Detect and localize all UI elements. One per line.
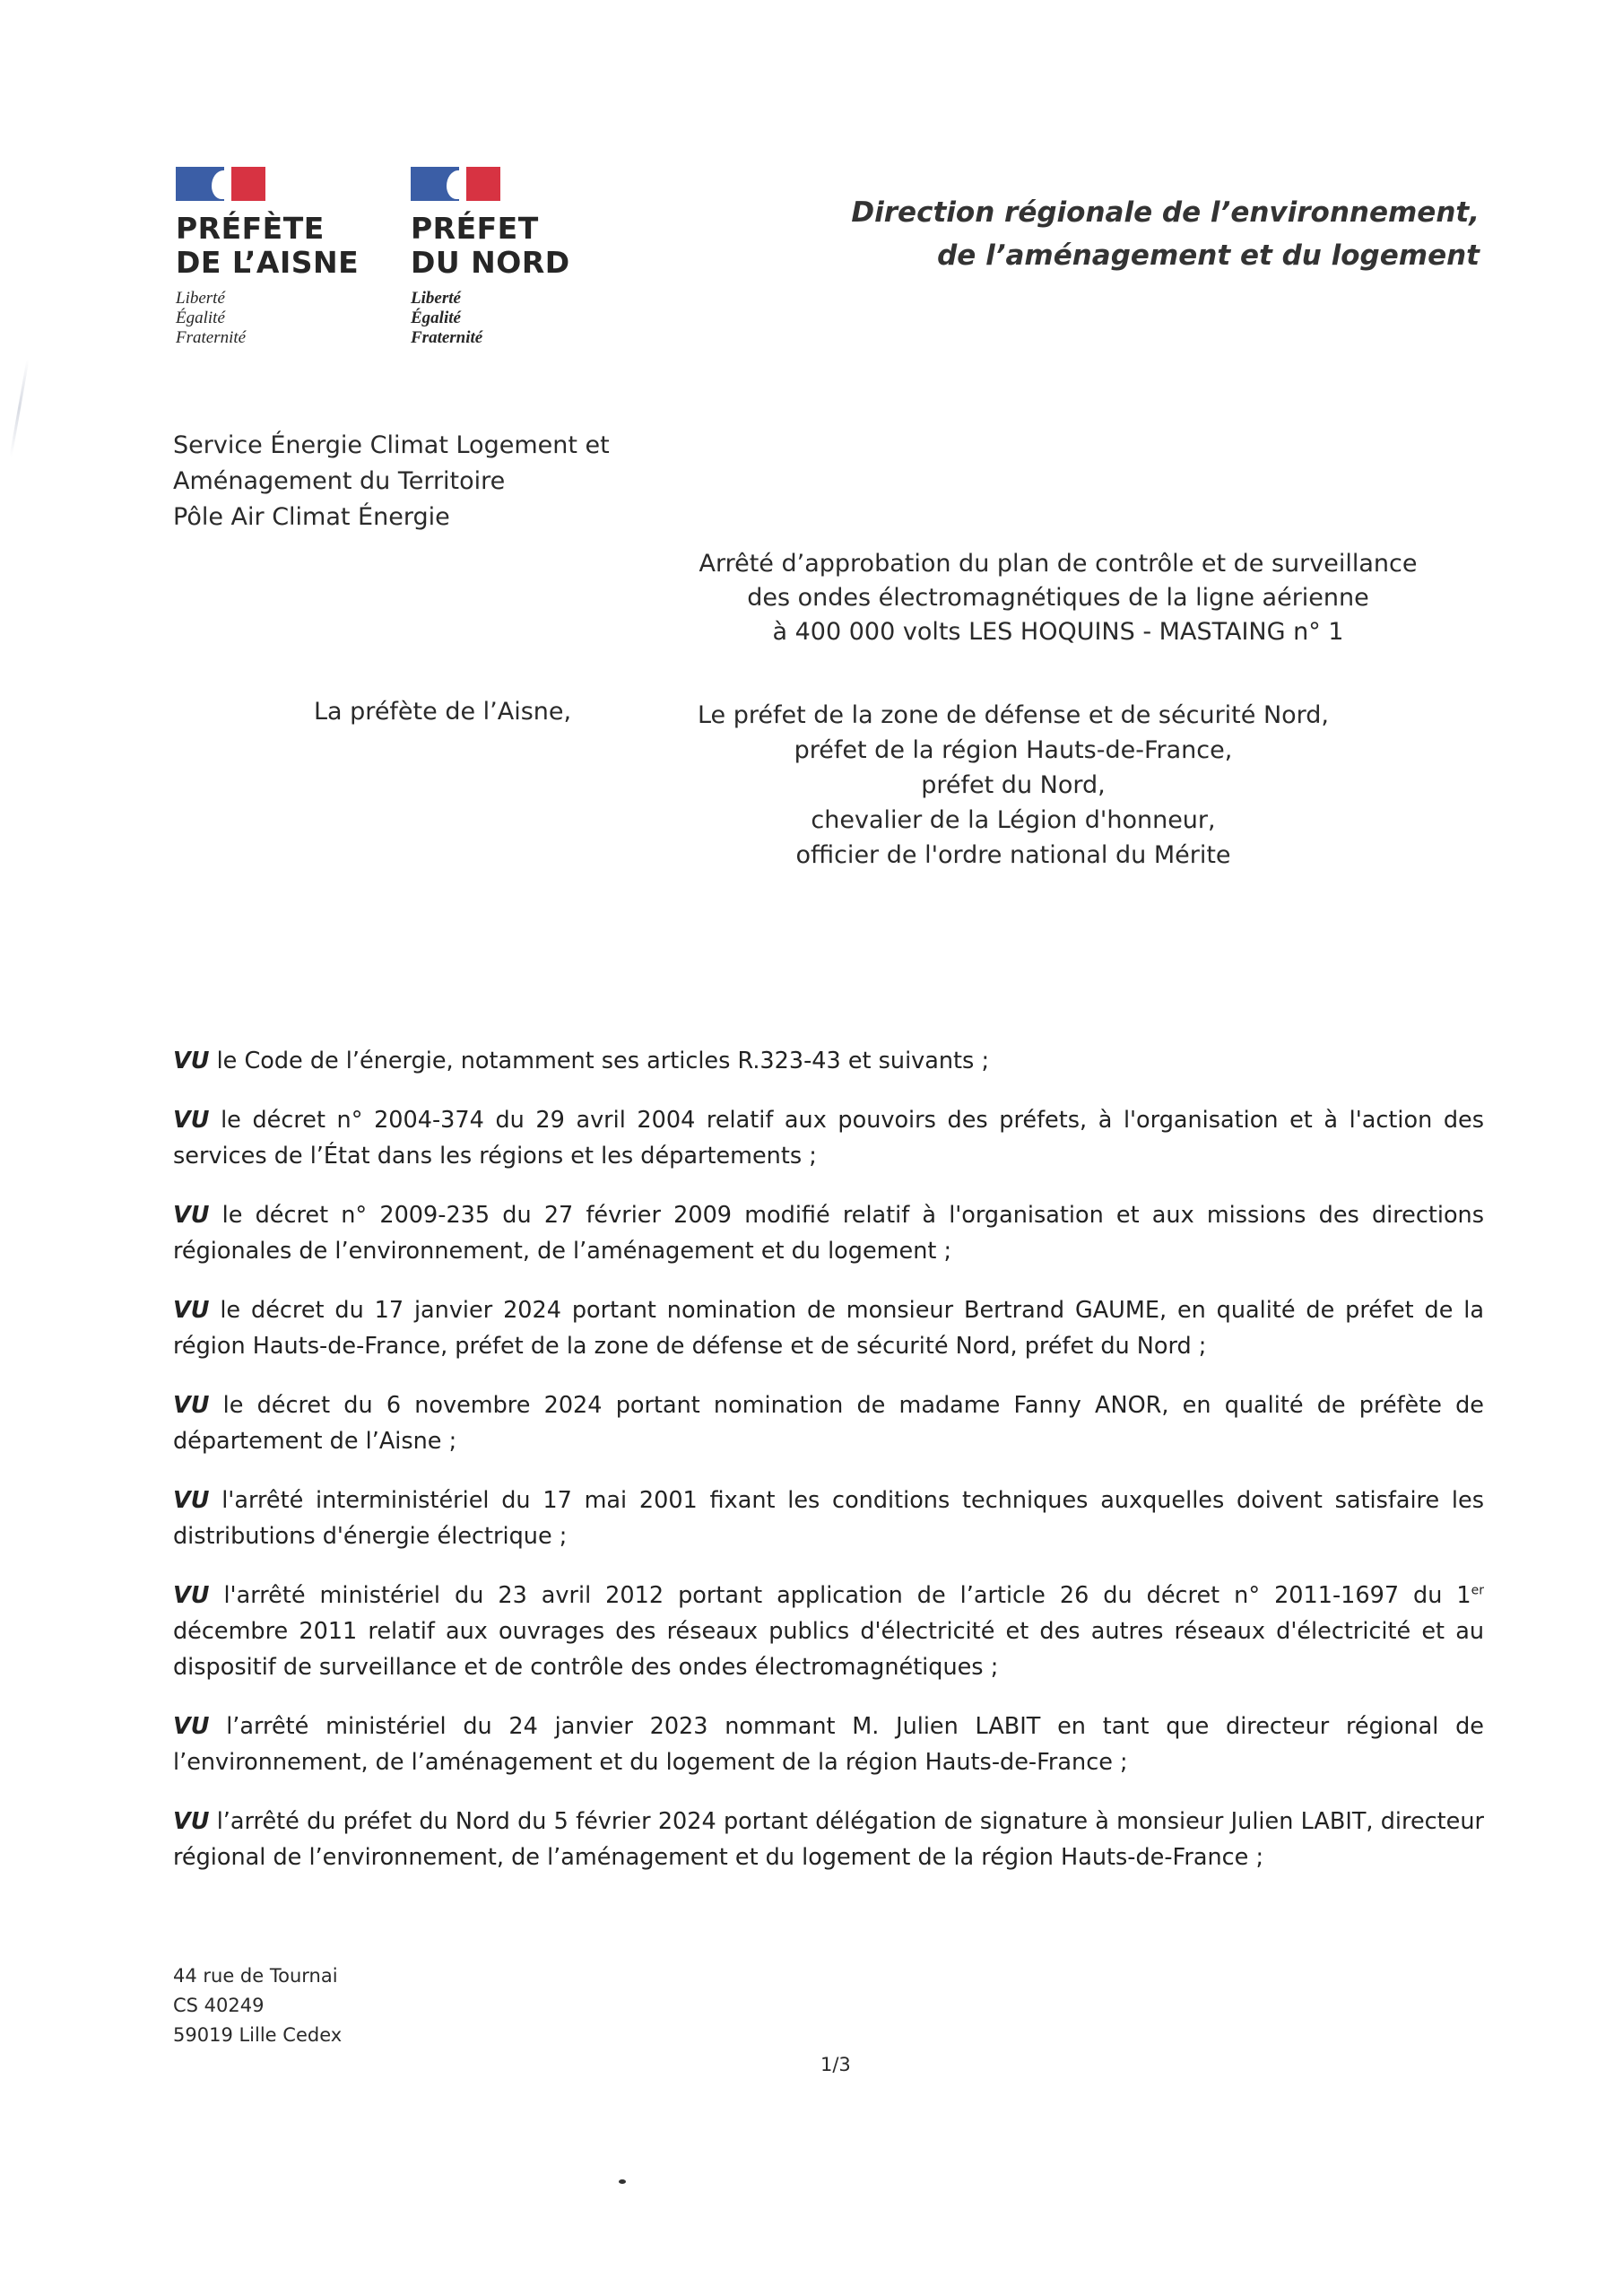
visa-text: l’arrêté ministériel du 24 janvier 2023 nommant M. Julien LABIT en tant que directeur régional de l’environnement, de l’aménagement et du logement de la région Hauts-de-France ; — [173, 1713, 1484, 1776]
visa-item — [173, 1043, 1484, 1079]
direction-line: de l’aménagement et du logement — [937, 239, 1480, 272]
vu-label: VU — [173, 1392, 210, 1419]
logo-title-line2: DE L’AISNE — [176, 245, 360, 280]
address-line: CS 40249 — [173, 1995, 265, 2016]
visa-text: le décret du 6 novembre 2024 portant nomination de madame Fanny ANOR, en qualité de préfète de département de l’Aisne ; — [173, 1392, 1484, 1455]
visa-item — [173, 1292, 1484, 1364]
prefet-nord-titles — [664, 698, 1363, 873]
visa-text: l’arrêté du préfet du Nord du 5 février 2024 portant délégation de signature à monsieur Julien LABIT, directeur régional de l’environnement, de l’aménagement et du logement de la région Hauts-de-France ; — [173, 1808, 1484, 1871]
logo-title-line1: PRÉFET — [411, 211, 539, 246]
visa-text: le décret n° 2009-235 du 27 février 2009 modifié relatif à l'organisation et aux missions des directions régionales de l’environnement, de l’aménagement et du logement ; — [173, 1202, 1485, 1265]
motto-fraternite: Fraternité — [411, 328, 483, 347]
marianne-flag-icon — [411, 167, 500, 201]
service-line: Service Énergie Climat Logement et — [173, 431, 610, 459]
visa-item — [173, 1102, 1484, 1174]
footer-address — [173, 1961, 342, 2050]
motto — [411, 289, 570, 348]
visa-item — [173, 1197, 1484, 1269]
visa-text: le décret du 17 janvier 2024 portant nomination de monsieur Bertrand GAUME, en qualité de préfet de la région Hauts-de-France, préfet de la zone de défense et de sécurité Nord, préfet du Nord ; — [173, 1297, 1484, 1360]
visa-item — [173, 1578, 1484, 1685]
motto-egalite: Égalité — [411, 309, 461, 327]
direction-heading — [851, 191, 1480, 277]
service-line: Aménagement du Territoire — [173, 467, 506, 495]
logo-title-line2: DU NORD — [411, 245, 570, 280]
prefet-title-line: Le préfet de la zone de défense et de sécurité Nord, — [697, 701, 1330, 729]
scan-artifact-line — [9, 360, 29, 457]
logo-title-line1: PRÉFÈTE — [176, 211, 325, 246]
marianne-flag-icon — [176, 167, 265, 201]
vu-label: VU — [173, 1048, 210, 1074]
prefet-title-line: chevalier de la Légion d'honneur, — [811, 806, 1216, 834]
visa-item — [173, 1483, 1484, 1554]
direction-line: Direction régionale de l’environnement, — [851, 196, 1480, 229]
logo-prefet-nord — [411, 167, 570, 348]
vu-label: VU — [173, 1297, 210, 1324]
motto-egalite: Égalité — [176, 309, 225, 327]
superscript: er — [1471, 1583, 1485, 1598]
service-block — [173, 428, 610, 535]
address-line: 59019 Lille Cedex — [173, 2024, 343, 2046]
logo-prefete-aisne — [176, 167, 359, 348]
visa-text: l'arrêté ministériel du 23 avril 2012 portant application de l’article 26 du décret n° 2011-1697 du 1 — [223, 1582, 1471, 1609]
arrete-title-line: à 400 000 volts LES HOQUINS - MASTAING n° 1 — [772, 618, 1344, 646]
visa-text: le décret n° 2004-374 du 29 avril 2004 relatif aux pouvoirs des préfets, à l'organisation et à l'action des services de l’État dans les régions et les départements ; — [173, 1107, 1484, 1170]
vu-label: VU — [173, 1487, 210, 1514]
motto-liberte: Liberté — [411, 289, 461, 308]
vu-label: VU — [173, 1202, 210, 1229]
motto-liberte: Liberté — [176, 289, 225, 308]
visa-text: décembre 2011 relatif aux ouvrages des réseaux publics d'électricité et des autres réseaux d'électricité et au dispositif de surveillance et de contrôle des ondes électromagnétiques ; — [173, 1618, 1484, 1681]
vu-label: VU — [173, 1107, 210, 1134]
logo-title — [411, 212, 570, 280]
prefet-title-line: officier de l'ordre national du Mérite — [795, 841, 1231, 869]
visa-item — [173, 1387, 1484, 1459]
prefet-title-line: préfet de la région Hauts-de-France, — [794, 736, 1233, 764]
arrete-title-line: Arrêté d’approbation du plan de contrôle et de surveillance — [699, 550, 1418, 578]
motto — [176, 289, 359, 348]
vu-label: VU — [173, 1808, 210, 1835]
logo-title — [176, 212, 359, 280]
page-number: 1/3 — [820, 2054, 851, 2075]
service-line: Pôle Air Climat Énergie — [173, 503, 450, 531]
scan-artifact-dot — [619, 2179, 626, 2184]
visa-text: l'arrêté interministériel du 17 mai 2001 fixant les conditions techniques auxquelles doivent satisfaire les distributions d'énergie électrique ; — [173, 1487, 1484, 1550]
arrete-title-line: des ondes électromagnétiques de la ligne aérienne — [747, 584, 1369, 612]
vu-label: VU — [173, 1582, 210, 1609]
prefete-aisne-label: La préfète de l’Aisne, — [314, 698, 572, 726]
arrete-title — [628, 547, 1488, 649]
visa-item — [173, 1709, 1484, 1780]
visa-item — [173, 1804, 1484, 1875]
prefet-title-line: préfet du Nord, — [921, 771, 1106, 799]
motto-fraternite: Fraternité — [176, 328, 247, 347]
visa-text: le Code de l’énergie, notamment ses articles R.323-43 et suivants ; — [216, 1048, 990, 1074]
vu-label: VU — [173, 1713, 210, 1740]
address-line: 44 rue de Tournai — [173, 1965, 338, 1987]
visas-list — [173, 1043, 1484, 1899]
